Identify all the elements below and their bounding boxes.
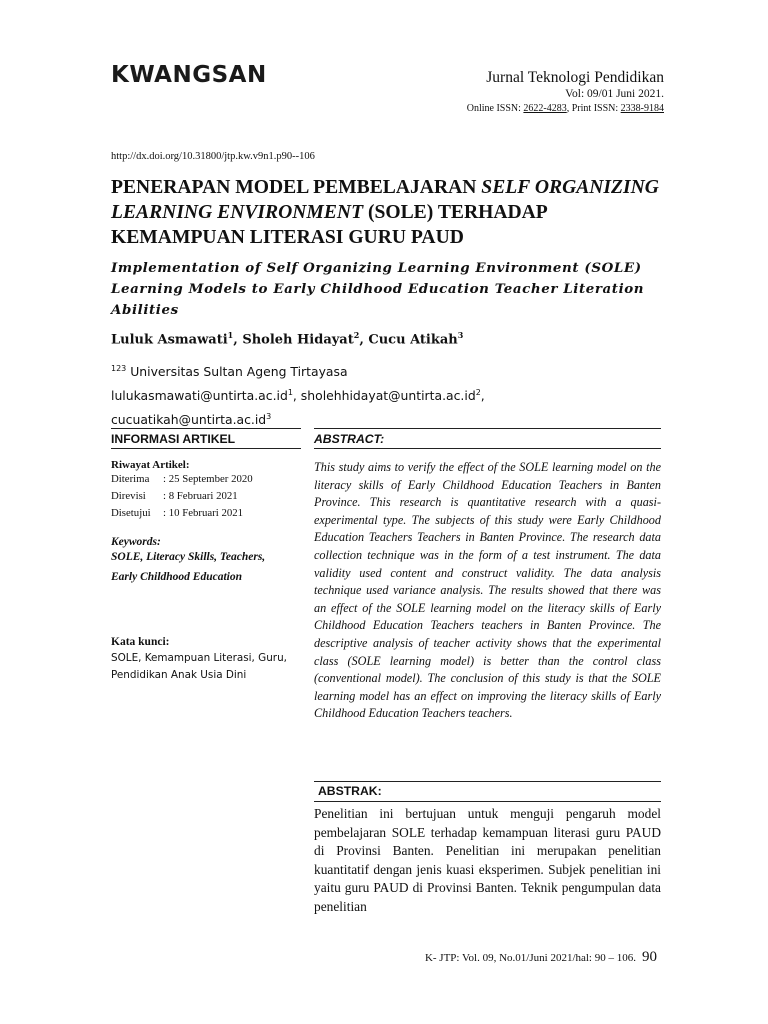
title-part1: PENERAPAN MODEL PEMBELAJARAN	[111, 177, 482, 198]
keywords-block	[111, 536, 271, 587]
page-footer	[425, 949, 657, 966]
email-sup: 1	[287, 388, 293, 398]
author-sup: 1	[227, 330, 234, 340]
email-sup: 3	[266, 412, 272, 422]
history-row	[111, 488, 301, 505]
affiliation-line	[111, 358, 485, 382]
author-name: Cucu Atikah	[368, 332, 458, 348]
footer-citation: K- JTP: Vol. 09, No.01/Juni 2021/hal: 90 – 106.	[424, 952, 636, 964]
kata-kunci-list: SOLE, Kemampuan Literasi, Guru, Pendidikan Anak Usia Dini	[111, 652, 287, 681]
author-email[interactable]: lulukasmawati@untirta.ac.id	[111, 388, 288, 404]
kata-kunci-block	[111, 636, 296, 683]
doi-link[interactable]: http://dx.doi.org/10.31800/jtp.kw.v9n1.p90--106	[111, 151, 315, 162]
history-label: Direvisi	[111, 490, 146, 502]
title-part2: (SOLE) TERHADAP KEMAMPUAN LITERASI GURU PAUD	[111, 202, 547, 248]
keywords-title: Keywords:	[111, 536, 161, 548]
journal-issn	[467, 102, 664, 116]
history-title: Riwayat Artikel:	[111, 459, 190, 471]
email-line	[111, 406, 485, 430]
affiliation-block	[111, 358, 485, 430]
abstrak-head-rule	[314, 801, 661, 802]
email-separator: ,	[480, 388, 485, 404]
author-name: Luluk Asmawati	[111, 332, 228, 348]
page-number: 90	[642, 949, 657, 965]
journal-volume: Vol: 09/01 Juni 2021.	[565, 88, 664, 100]
issn-online[interactable]: 2622-4283	[523, 103, 567, 114]
author-sup: 2	[353, 330, 360, 340]
abstract-top-rule	[314, 428, 661, 429]
journal-header	[467, 68, 664, 116]
sidebar-top-rule	[111, 428, 301, 429]
article-history	[111, 459, 301, 522]
author-name: Sholeh Hidayat	[242, 332, 354, 348]
abstract-text: This study aims to verify the effect of the SOLE learning model on the literacy skills of Early Childhood Education Teachers in Banten Province. This research is quantitative research with a quasi-experimental type. The subjects of this study were Early Childhood Education Teachers Teachers in Banten Province. The research data collection technique was in the form of a test instrument. The data validity used content and construct validity. The data analysis technique used variance analysis. The results showed that there was an effect of the SOLE learning model on the literacy skills of Early Childhood Education Teachers teachers in Banten Province. The descriptive analysis of teacher activity shows that the experimental class (SOLE learning model) is better than the control class (conventional model). The conclusion of this study is that the SOLE learning model has an effect on improving the literacy skills of Early Childhood Education Teachers teachers.	[314, 460, 661, 721]
abstrak-text: Penelitian ini bertujuan untuk menguji pengaruh model pembelajaran SOLE terhadap kemampuan literasi guru PAUD di Provinsi Banten. Penelitian ini merupakan penelitian kuantitatif dengan jenis kuasi eksperimen. Subjek penelitian ini yaitu guru PAUD di Provinsi Banten. Teknik pengumpulan data penelitian	[314, 806, 661, 914]
history-value: : 25 September 2020	[163, 473, 253, 485]
author-email[interactable]: , sholehhidayat@untirta.ac.id	[292, 388, 476, 404]
abstract-heading: ABSTRACT:	[314, 432, 385, 446]
kata-kunci-title: Kata kunci:	[111, 636, 170, 648]
history-row	[111, 505, 301, 522]
title-italic: SELF ORGANIZING LEARNING ENVIRONMENT	[111, 177, 659, 223]
abstrak-top-rule	[314, 781, 661, 782]
history-value: : 10 Februari 2021	[163, 507, 244, 519]
abstract-head-rule	[314, 448, 661, 449]
history-value: : 8 Februari 2021	[163, 490, 238, 502]
history-label: Diterima	[111, 473, 150, 485]
journal-logo	[111, 62, 267, 88]
affiliation-sup: 123	[111, 364, 127, 373]
author-email[interactable]: cucuatikah@untirta.ac.id	[111, 412, 267, 428]
history-row	[111, 471, 301, 488]
author-sup: 3	[457, 330, 464, 340]
issn-prefix: Online ISSN:	[466, 103, 524, 114]
sidebar-head-rule	[111, 448, 301, 449]
article-info-heading: INFORMASI ARTIKEL	[111, 432, 236, 446]
keywords-list: SOLE, Literacy Skills, Teachers, Early Childhood Education	[111, 551, 266, 583]
email-sup: 2	[475, 388, 481, 398]
affiliation-institution: Universitas Sultan Ageng Tirtayasa	[126, 364, 348, 380]
journal-name: Jurnal Teknologi Pendidikan	[486, 69, 664, 86]
author-list: Luluk Asmawati$^1$, Sholeh Hidayat$^2$, Cucu Atikah$^3$	[111, 330, 464, 348]
logo-text: KWANGSAN	[111, 62, 267, 88]
paper-subtitle: Implementation of Self Organizing Learning Environment (SOLE) Learning Models to Early Childhood Education Teacher Literation Abilities	[111, 260, 645, 318]
issn-mid: , Print ISSN:	[566, 103, 621, 114]
email-line	[111, 382, 485, 406]
paper-title	[111, 175, 671, 250]
history-label: Disetujui	[111, 507, 151, 519]
abstrak-heading: ABSTRAK:	[318, 784, 382, 798]
issn-print[interactable]: 2338-9184	[620, 103, 664, 114]
